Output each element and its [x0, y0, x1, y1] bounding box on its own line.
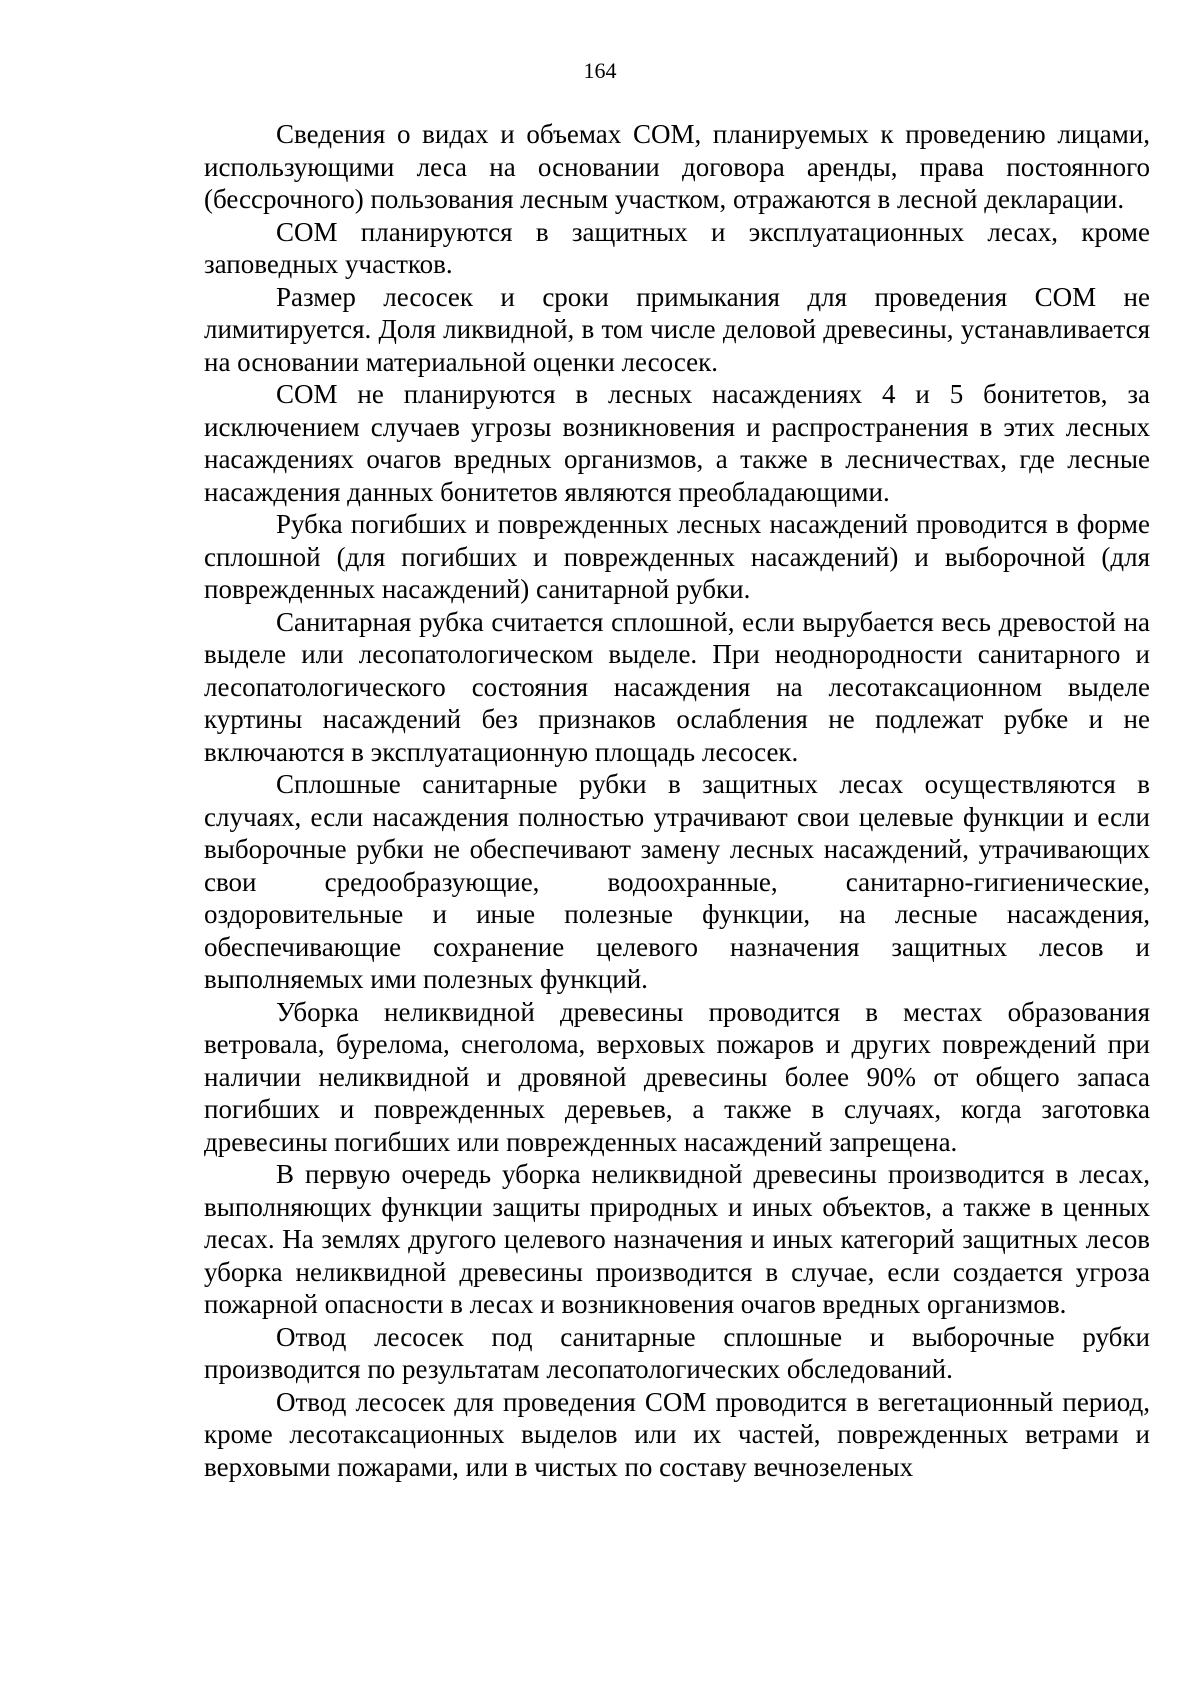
- paragraph-som-planning-forests: СОМ планируются в защитных и эксплуатационных лесах, кроме заповедных участков.: [204, 216, 1150, 279]
- paragraph-protective-forest-cuts: Сплошные санитарные рубки в защитных лесах осуществляются в случаях, если насаждения полностью утрачивают свои целевые функции и если выборочные рубки не обеспечивают замену лесных насаждений, утрачивающих свои средообразующие, водоохранные, санитарно-гигиенические, оздоровительные и иные полезные функции, на лесные насаждения, обеспечивающие сохранение целевого назначения защитных лесов и выполняемых ими полезных функций.: [204, 769, 1150, 994]
- paragraph-allotment-surveys: Отвод лесосек под санитарные сплошные и выборочные рубки производится по результатам лесопатологических обследований.: [204, 1321, 1150, 1384]
- paragraph-som-declaration: Сведения о видах и объемах СОМ, планируемых к проведению лицами, использующими леса на основании договора аренды, права постоянного (бессрочного) пользования лесным участком, отражаются в лесной декларации.: [204, 119, 1150, 214]
- page-number: 164: [583, 58, 617, 83]
- paragraph-site-class-exclusion: СОМ не планируются в лесных насаждениях 4 и 5 бонитетов, за исключением случаев угрозы возникновения и распространения в этих лесных насаждениях очагов вредных организмов, а также в лесничествах, где лесные насаждения данных бонитетов являются преобладающими.: [204, 379, 1150, 507]
- paragraph-cutting-area-size: Размер лесосек и сроки примыкания для проведения СОМ не лимитируется. Доля ликвидной, в том числе деловой древесины, устанавливается на основании материальной оценки лесосек.: [204, 281, 1150, 377]
- document-body: [204, 118, 1150, 1483]
- paragraph-nonmarketable-wood-removal: Уборка неликвидной древесины проводится в местах образования ветровала, бурелома, снеголома, верховых пожаров и других повреждений при наличии неликвидной и дровяной древесины более 90% от общего запаса погибших и поврежденных деревьев, а также в случаях, когда заготовка древесины погибших или поврежденных насаждений запрещена.: [204, 996, 1150, 1157]
- paragraph-sanitary-clear-cut: Санитарная рубка считается сплошной, если вырубается весь древостой на выделе или лесопатологическом выделе. При неоднородности санитарного и лесопатологического состояния насаждения на лесотаксационном выделе куртины насаждений без признаков ослабления не подлежат рубке и не включаются в эксплуатационную площадь лесосек.: [204, 606, 1150, 767]
- paragraph-priority-removal: В первую очередь уборка неликвидной древесины производится в лесах, выполняющих функции защиты природных и иных объектов, а также в ценных лесах. На землях другого целевого назначения и иных категорий защитных лесов уборка неликвидной древесины производится в случае, если создается угроза пожарной опасности в лесах и возникновения очагов вредных организмов.: [204, 1159, 1150, 1319]
- paragraph-allotment-season: Отвод лесосек для проведения СОМ проводится в вегетационный период, кроме лесотаксационных выделов или их частей, поврежденных ветрами и верховыми пожарами, или в чистых по составу вечнозеленых: [204, 1386, 1150, 1482]
- paragraph-dead-stand-felling: Рубка погибших и поврежденных лесных насаждений проводится в форме сплошной (для погибших и поврежденных насаждений) и выборочной (для поврежденных насаждений) санитарной рубки.: [204, 509, 1150, 604]
